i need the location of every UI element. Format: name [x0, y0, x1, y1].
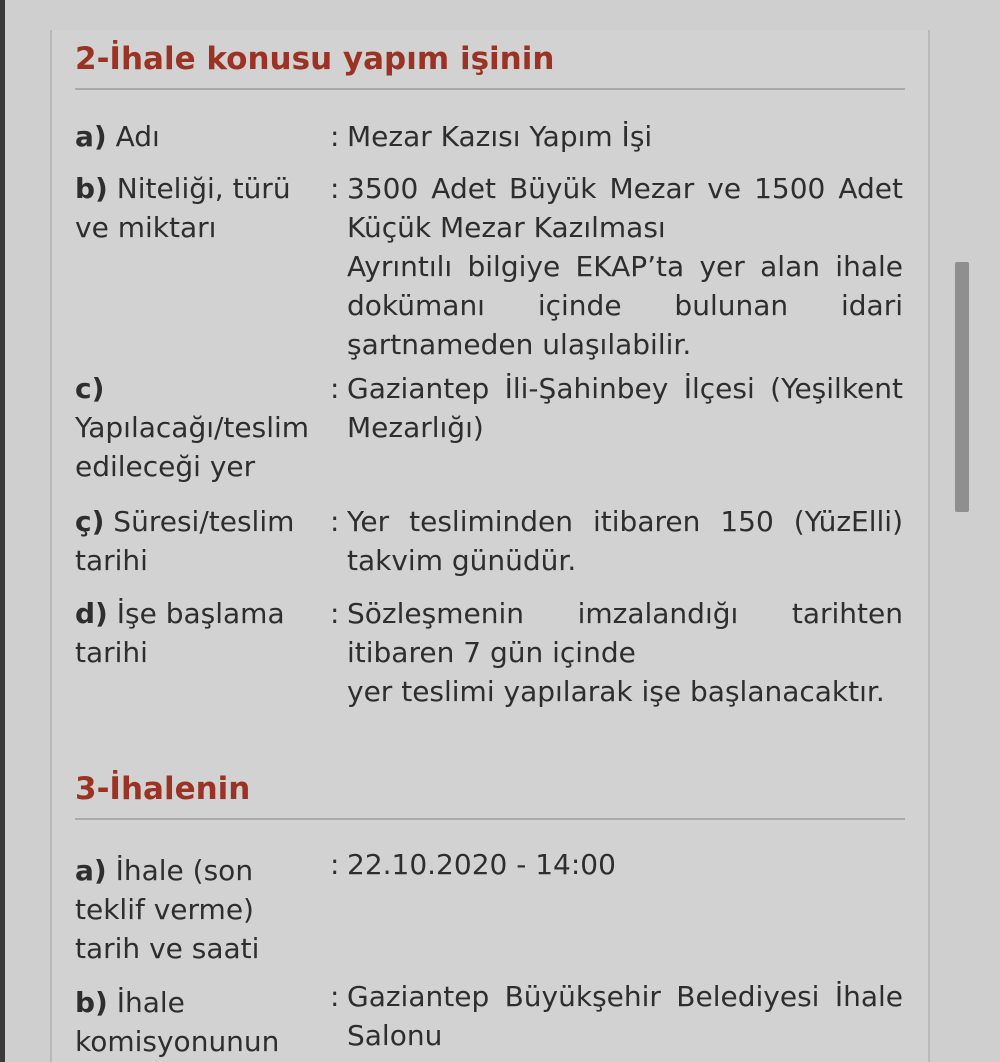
row-label: ç) Süresi/teslim tarihi: [75, 505, 295, 577]
row-2d: [75, 594, 905, 714]
colon: :: [330, 172, 340, 205]
section-3: [75, 770, 905, 820]
window-edge: [0, 0, 5, 1062]
section-2: [75, 40, 905, 90]
colon: :: [330, 848, 340, 881]
section-2-title: 2-İhale konusu yapım işinin: [75, 40, 905, 90]
vertical-scrollbar-thumb[interactable]: [955, 262, 969, 512]
row-value: Yer tesliminden itibaren 150 (YüzElli) takvim günüdür.: [347, 505, 903, 577]
row-3a: [75, 845, 905, 970]
colon: :: [330, 372, 340, 405]
row-label: b) Niteliği, türü ve miktarı: [75, 172, 291, 244]
row-3b: [75, 977, 905, 1062]
colon: :: [330, 597, 340, 630]
colon: :: [330, 505, 340, 538]
row-2c: [75, 369, 905, 494]
row-label: b) İhale komisyonunun: [75, 986, 280, 1058]
row-value: Sözleşmenin imzalandığı tarihten itibaren 7 gün içinde yer teslimi yapılarak işe başlanacaktır.: [347, 597, 903, 708]
row-label: c) Yapılacağı/teslim edileceği yer: [75, 372, 310, 483]
row-value: Mezar Kazısı Yapım İşi: [347, 120, 653, 153]
row-label: a) İhale (son teklif verme) tarih ve saati: [75, 854, 260, 965]
colon: :: [330, 120, 340, 153]
row-value: 3500 Adet Büyük Mezar ve 1500 Adet Küçük Mezar Kazılması Ayrıntılı bilgiye EKAP’ta yer alan ihale dokümanı içinde bulunan idari şartnameden ulaşılabilir.: [347, 172, 903, 361]
row-label: d) İşe başlama tarihi: [75, 597, 285, 669]
colon: :: [330, 980, 340, 1013]
row-label: a) Adı: [75, 120, 160, 153]
row-2b: [75, 169, 905, 364]
row-value: Gaziantep İli-Şahinbey İlçesi (Yeşilkent Mezarlığı): [347, 372, 903, 444]
row-2c-cedilla: [75, 502, 905, 592]
row-2a: [75, 117, 905, 167]
section-3-title: 3-İhalenin: [75, 770, 905, 820]
row-value: 22.10.2020 - 14:00: [347, 848, 616, 881]
row-value: Gaziantep Büyükşehir Belediyesi İhale Salonu: [347, 980, 903, 1052]
